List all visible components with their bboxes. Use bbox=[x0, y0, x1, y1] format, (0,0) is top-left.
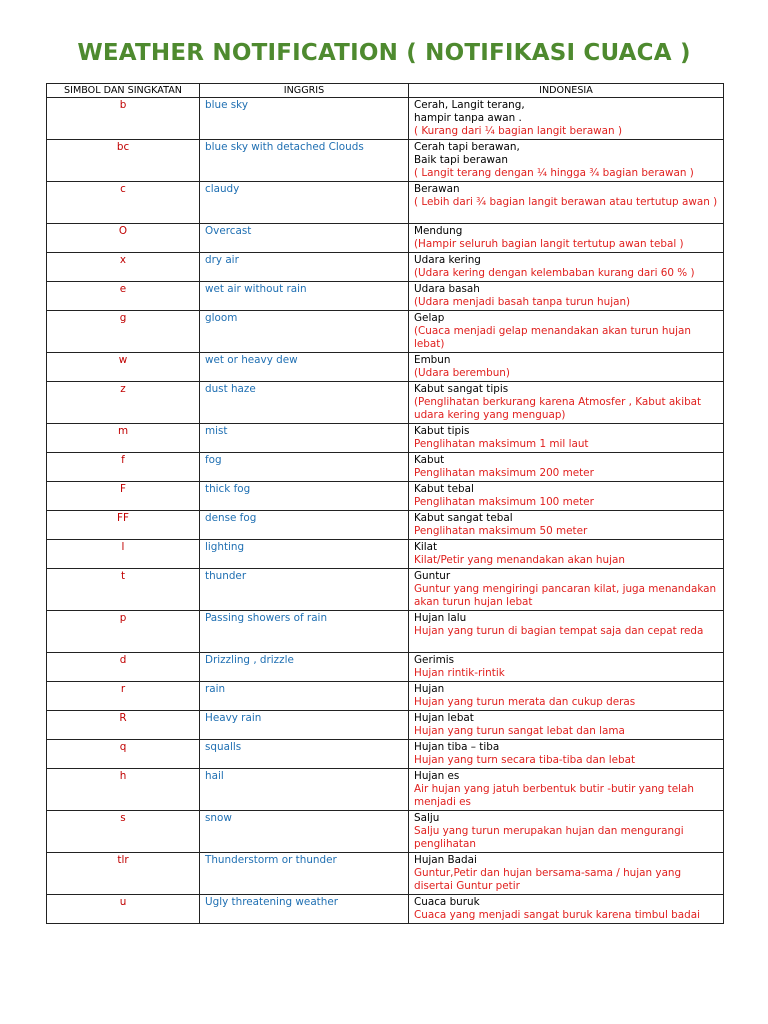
english-cell: mist bbox=[200, 424, 409, 453]
indonesian-term: Gerimis bbox=[414, 654, 455, 666]
header-english: INGGRIS bbox=[200, 84, 409, 98]
header-symbol: SIMBOL DAN SINGKATAN bbox=[47, 84, 200, 98]
table-row bbox=[47, 769, 724, 811]
english-cell: thunder bbox=[200, 569, 409, 611]
indonesian-cell bbox=[409, 482, 724, 511]
indonesian-description: Hujan yang turun di bagian tempat saja dan cepat reda bbox=[414, 625, 704, 637]
indonesian-description: (Hampir seluruh bagian langit tertutup awan tebal ) bbox=[414, 238, 684, 250]
indonesian-cell bbox=[409, 382, 724, 424]
table-row bbox=[47, 382, 724, 424]
symbol-cell: d bbox=[47, 653, 200, 682]
indonesian-term: Hujan Badai bbox=[414, 854, 477, 866]
indonesian-cell bbox=[409, 98, 724, 140]
indonesian-cell bbox=[409, 511, 724, 540]
indonesian-term: Gelap bbox=[414, 312, 445, 324]
table-row bbox=[47, 224, 724, 253]
english-cell: hail bbox=[200, 769, 409, 811]
indonesian-term: Berawan bbox=[414, 183, 460, 195]
indonesian-term: Kabut tipis bbox=[414, 425, 470, 437]
indonesian-description: (Udara kering dengan kelembaban kurang dari 60 % ) bbox=[414, 267, 695, 279]
table-body bbox=[47, 98, 724, 924]
english-cell: Heavy rain bbox=[200, 711, 409, 740]
english-cell: Passing showers of rain bbox=[200, 611, 409, 653]
table-row bbox=[47, 482, 724, 511]
indonesian-cell bbox=[409, 611, 724, 653]
english-cell: lighting bbox=[200, 540, 409, 569]
indonesian-term: Udara basah bbox=[414, 283, 480, 295]
indonesian-cell bbox=[409, 224, 724, 253]
symbol-cell: f bbox=[47, 453, 200, 482]
indonesian-term: Kabut bbox=[414, 454, 445, 466]
indonesian-cell bbox=[409, 811, 724, 853]
table-row bbox=[47, 98, 724, 140]
indonesian-cell bbox=[409, 453, 724, 482]
symbol-cell: h bbox=[47, 769, 200, 811]
table-row bbox=[47, 611, 724, 653]
indonesian-cell bbox=[409, 353, 724, 382]
indonesian-term: Kilat bbox=[414, 541, 438, 553]
table-row bbox=[47, 895, 724, 924]
symbol-cell: p bbox=[47, 611, 200, 653]
indonesian-cell bbox=[409, 540, 724, 569]
english-cell: Ugly threatening weather bbox=[200, 895, 409, 924]
table-row bbox=[47, 253, 724, 282]
indonesian-cell bbox=[409, 853, 724, 895]
english-cell: rain bbox=[200, 682, 409, 711]
indonesian-term: Mendung bbox=[414, 225, 463, 237]
english-cell: fog bbox=[200, 453, 409, 482]
indonesian-term: Cerah, Langit terang, hampir tanpa awan . bbox=[414, 99, 525, 124]
symbol-cell: w bbox=[47, 353, 200, 382]
english-cell: thick fog bbox=[200, 482, 409, 511]
indonesian-cell bbox=[409, 182, 724, 224]
indonesian-description: Penglihatan maksimum 1 mil laut bbox=[414, 438, 589, 450]
english-cell: claudy bbox=[200, 182, 409, 224]
indonesian-description: ( Lebih dari ¾ bagian langit berawan atau tertutup awan ) bbox=[414, 196, 718, 208]
indonesian-description: Penglihatan maksimum 50 meter bbox=[414, 525, 588, 537]
symbol-cell: u bbox=[47, 895, 200, 924]
indonesian-term: Salju bbox=[414, 812, 440, 824]
indonesian-cell bbox=[409, 682, 724, 711]
indonesian-cell bbox=[409, 424, 724, 453]
table-row bbox=[47, 740, 724, 769]
indonesian-description: Hujan rintik-rintik bbox=[414, 667, 505, 679]
english-cell: gloom bbox=[200, 311, 409, 353]
symbol-cell: z bbox=[47, 382, 200, 424]
symbol-cell: FF bbox=[47, 511, 200, 540]
table-row bbox=[47, 182, 724, 224]
indonesian-description: Hujan yang turun merata dan cukup deras bbox=[414, 696, 636, 708]
indonesian-cell bbox=[409, 569, 724, 611]
indonesian-term: Hujan bbox=[414, 683, 445, 695]
symbol-cell: l bbox=[47, 540, 200, 569]
indonesian-term: Guntur bbox=[414, 570, 451, 582]
symbol-cell: F bbox=[47, 482, 200, 511]
symbol-cell: R bbox=[47, 711, 200, 740]
indonesian-term: Kabut tebal bbox=[414, 483, 474, 495]
table-row bbox=[47, 653, 724, 682]
indonesian-cell bbox=[409, 282, 724, 311]
english-cell: Drizzling , drizzle bbox=[200, 653, 409, 682]
indonesian-description: Hujan yang turn secara tiba-tiba dan lebat bbox=[414, 754, 636, 766]
header-indonesian: INDONESIA bbox=[409, 84, 724, 98]
english-cell: blue sky with detached Clouds bbox=[200, 140, 409, 182]
indonesian-cell bbox=[409, 253, 724, 282]
indonesian-cell bbox=[409, 140, 724, 182]
english-cell: squalls bbox=[200, 740, 409, 769]
page-title: WEATHER NOTIFICATION ( NOTIFIKASI CUACA ) bbox=[77, 40, 691, 66]
indonesian-term: Cuaca buruk bbox=[414, 896, 480, 908]
indonesian-cell bbox=[409, 711, 724, 740]
english-cell: blue sky bbox=[200, 98, 409, 140]
indonesian-cell bbox=[409, 311, 724, 353]
english-cell: Overcast bbox=[200, 224, 409, 253]
symbol-cell: O bbox=[47, 224, 200, 253]
indonesian-description: Kilat/Petir yang menandakan akan hujan bbox=[414, 554, 625, 566]
table-row bbox=[47, 311, 724, 353]
indonesian-term: Embun bbox=[414, 354, 451, 366]
english-cell: dry air bbox=[200, 253, 409, 282]
symbol-cell: s bbox=[47, 811, 200, 853]
symbol-cell: q bbox=[47, 740, 200, 769]
indonesian-term: Hujan es bbox=[414, 770, 460, 782]
symbol-cell: c bbox=[47, 182, 200, 224]
indonesian-cell bbox=[409, 740, 724, 769]
indonesian-description: (Cuaca menjadi gelap menandakan akan turun hujan lebat) bbox=[414, 325, 691, 350]
table-row bbox=[47, 282, 724, 311]
indonesian-term: Udara kering bbox=[414, 254, 481, 266]
table-row bbox=[47, 682, 724, 711]
indonesian-term: Hujan lebat bbox=[414, 712, 474, 724]
indonesian-cell bbox=[409, 769, 724, 811]
table-row bbox=[47, 569, 724, 611]
table-row bbox=[47, 140, 724, 182]
symbol-cell: bc bbox=[47, 140, 200, 182]
indonesian-term: Hujan lalu bbox=[414, 612, 467, 624]
indonesian-description: (Udara menjadi basah tanpa turun hujan) bbox=[414, 296, 631, 308]
indonesian-cell bbox=[409, 653, 724, 682]
table-row bbox=[47, 453, 724, 482]
indonesian-term: Kabut sangat tipis bbox=[414, 383, 509, 395]
indonesian-description: Guntur,Petir dan hujan bersama-sama / hujan yang disertai Guntur petir bbox=[414, 867, 682, 892]
indonesian-description: Guntur yang mengiringi pancaran kilat, juga menandakan akan turun hujan lebat bbox=[414, 583, 717, 608]
indonesian-description: ( Langit terang dengan ¼ hingga ¾ bagian berawan ) bbox=[414, 167, 694, 179]
indonesian-description: ( Kurang dari ¼ bagian langit berawan ) bbox=[414, 125, 622, 137]
english-cell: snow bbox=[200, 811, 409, 853]
table-row bbox=[47, 711, 724, 740]
table-row bbox=[47, 811, 724, 853]
weather-symbol-table bbox=[46, 83, 724, 924]
table-row bbox=[47, 353, 724, 382]
english-cell: wet air without rain bbox=[200, 282, 409, 311]
english-cell: Thunderstorm or thunder bbox=[200, 853, 409, 895]
symbol-cell: g bbox=[47, 311, 200, 353]
table-header-row bbox=[47, 84, 724, 98]
symbol-cell: t bbox=[47, 569, 200, 611]
symbol-cell: m bbox=[47, 424, 200, 453]
indonesian-term: Cerah tapi berawan, Baik tapi berawan bbox=[414, 141, 520, 166]
indonesian-term: Hujan tiba – tiba bbox=[414, 741, 500, 753]
symbol-cell: e bbox=[47, 282, 200, 311]
symbol-cell: r bbox=[47, 682, 200, 711]
indonesian-term: Kabut sangat tebal bbox=[414, 512, 513, 524]
symbol-cell: b bbox=[47, 98, 200, 140]
indonesian-description: Cuaca yang menjadi sangat buruk karena timbul badai bbox=[414, 909, 700, 921]
indonesian-description: Penglihatan maksimum 200 meter bbox=[414, 467, 594, 479]
indonesian-description: Hujan yang turun sangat lebat dan lama bbox=[414, 725, 625, 737]
table-row bbox=[47, 511, 724, 540]
table-row bbox=[47, 853, 724, 895]
english-cell: dust haze bbox=[200, 382, 409, 424]
english-cell: dense fog bbox=[200, 511, 409, 540]
symbol-cell: x bbox=[47, 253, 200, 282]
english-cell: wet or heavy dew bbox=[200, 353, 409, 382]
indonesian-description: Penglihatan maksimum 100 meter bbox=[414, 496, 594, 508]
table-row bbox=[47, 540, 724, 569]
symbol-cell: tlr bbox=[47, 853, 200, 895]
indonesian-description: (Udara berembun) bbox=[414, 367, 510, 379]
indonesian-description: (Penglihatan berkurang karena Atmosfer , Kabut akibat udara kering yang menguap) bbox=[414, 396, 702, 421]
table-row bbox=[47, 424, 724, 453]
indonesian-description: Salju yang turun merupakan hujan dan mengurangi penglihatan bbox=[414, 825, 684, 850]
indonesian-cell bbox=[409, 895, 724, 924]
indonesian-description: Air hujan yang jatuh berbentuk butir -butir yang telah menjadi es bbox=[414, 783, 694, 808]
